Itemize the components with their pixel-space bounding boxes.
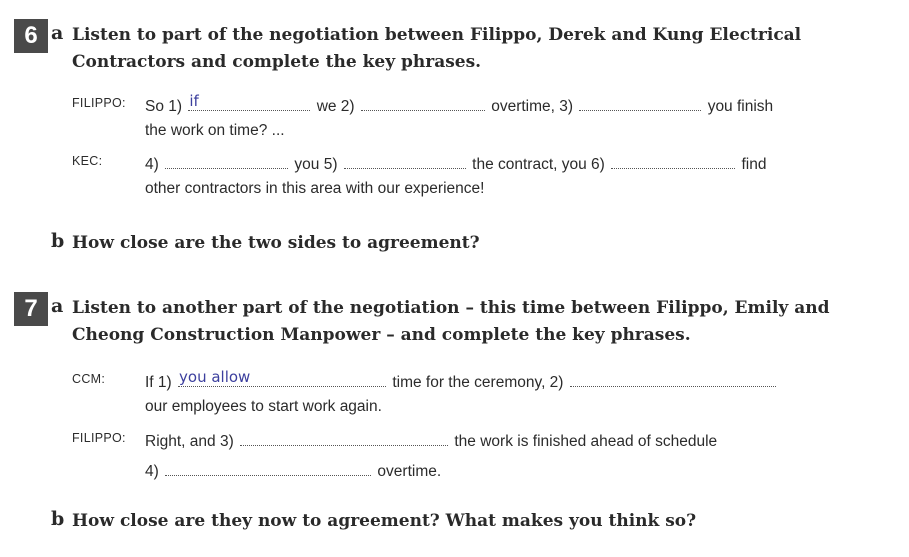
instruction-line: Listen to another part of the negotiation – this time between Filippo, Emily and bbox=[72, 298, 830, 318]
exercise-6b-question: How close are the two sides to agreement? bbox=[72, 233, 480, 253]
dialogue-text: we 2) bbox=[316, 98, 355, 115]
exercise-6a-instruction bbox=[72, 22, 801, 76]
speaker-label: FILIPPO: bbox=[72, 431, 126, 445]
speaker-label: KEC: bbox=[72, 154, 103, 168]
exercise-6b-letter: b bbox=[51, 230, 65, 252]
dialogue-text: overtime. bbox=[377, 463, 442, 480]
speaker-label: FILIPPO: bbox=[72, 96, 126, 110]
gap-3[interactable] bbox=[579, 93, 701, 111]
dialogue-text: the contract, you 6) bbox=[472, 156, 605, 173]
gap-4[interactable] bbox=[165, 151, 288, 169]
gap-3[interactable] bbox=[240, 428, 448, 446]
exercise-7a-instruction bbox=[72, 295, 829, 349]
gap-1-answer: if bbox=[189, 92, 199, 110]
dialogue-line bbox=[145, 428, 717, 452]
dialogue-continuation: other contractors in this area with our experience! bbox=[145, 180, 485, 197]
dialogue-line bbox=[145, 151, 766, 175]
dialogue-text: overtime, 3) bbox=[491, 98, 574, 115]
instruction-line: Listen to part of the negotiation between Filippo, Derek and Kung Electrical bbox=[72, 25, 802, 45]
dialogue-line bbox=[145, 369, 778, 393]
dialogue-text: If 1) bbox=[145, 374, 172, 391]
exercise-7b-letter: b bbox=[51, 508, 65, 530]
gap-6[interactable] bbox=[611, 151, 735, 169]
dialogue-text: find bbox=[741, 156, 767, 173]
exercise-6-number: 6 bbox=[14, 19, 48, 53]
exercise-7b-question: How close are they now to agreement? What makes you think so? bbox=[72, 511, 697, 531]
gap-5[interactable] bbox=[344, 151, 466, 169]
exercise-6a-letter: a bbox=[51, 22, 64, 44]
gap-4[interactable] bbox=[165, 458, 371, 476]
dialogue-line bbox=[145, 458, 441, 482]
exercise-7-number: 7 bbox=[14, 292, 48, 326]
dialogue-continuation: the work on time? ... bbox=[145, 122, 285, 139]
gap-2[interactable] bbox=[570, 369, 776, 387]
dialogue-text: 4) bbox=[145, 156, 159, 173]
exercise-7a-letter: a bbox=[51, 295, 64, 317]
dialogue-text: you finish bbox=[707, 98, 774, 115]
gap-1-answer: you allow bbox=[179, 368, 251, 386]
dialogue-text: 4) bbox=[145, 463, 159, 480]
instruction-line: Cheong Construction Manpower – and complete the key phrases. bbox=[72, 325, 691, 345]
gap-1[interactable] bbox=[178, 369, 386, 387]
dialogue-text: So 1) bbox=[145, 98, 183, 115]
dialogue-text: the work is finished ahead of schedule bbox=[454, 433, 718, 450]
gap-2[interactable] bbox=[361, 93, 485, 111]
dialogue-text: Right, and 3) bbox=[145, 433, 234, 450]
dialogue-text: you 5) bbox=[294, 156, 338, 173]
dialogue-text: time for the ceremony, 2) bbox=[392, 374, 564, 391]
dialogue-line bbox=[145, 93, 773, 117]
gap-1[interactable] bbox=[188, 93, 310, 111]
speaker-label: CCM: bbox=[72, 372, 106, 386]
instruction-line: Contractors and complete the key phrases. bbox=[72, 52, 482, 72]
dialogue-continuation: our employees to start work again. bbox=[145, 398, 382, 415]
